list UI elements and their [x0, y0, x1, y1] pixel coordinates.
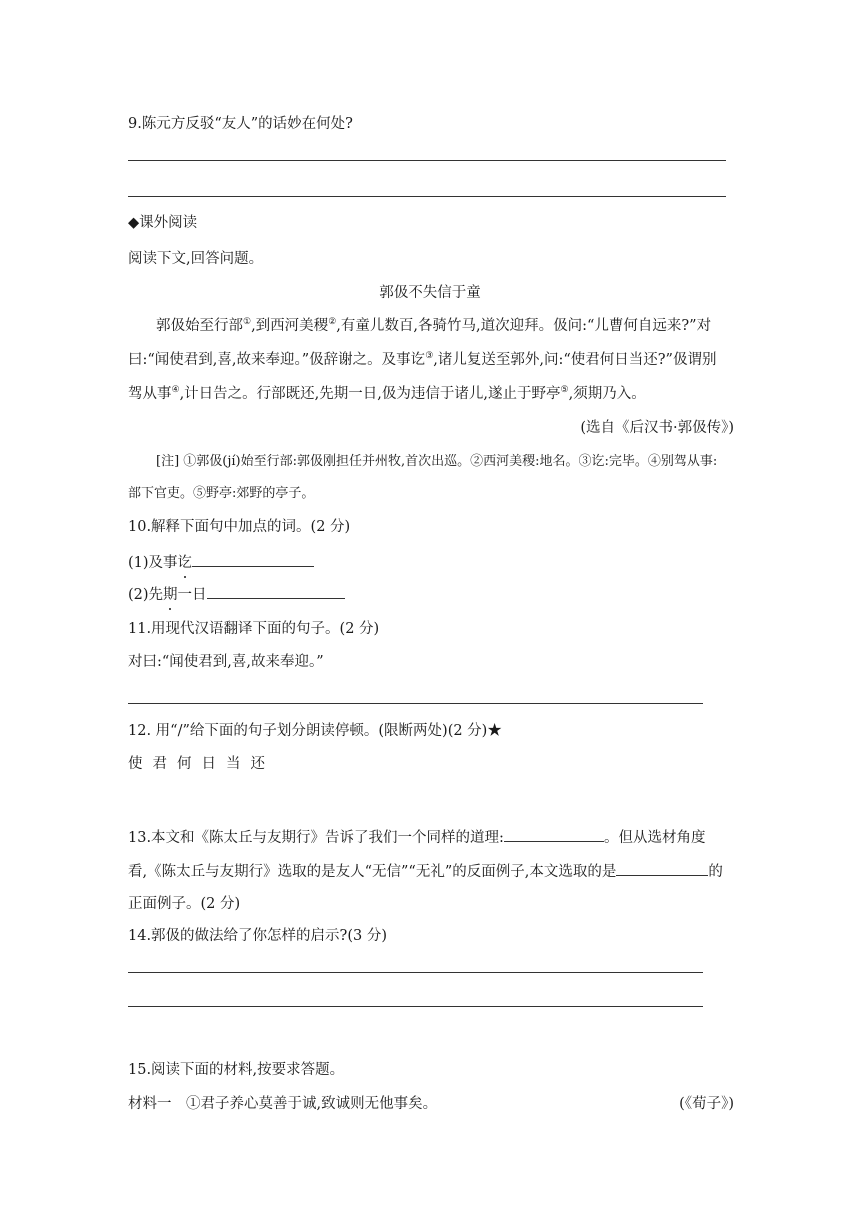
answer-blank-10-1[interactable]	[192, 551, 314, 567]
notes-line-2: 部下官吏。⑤野亭:郊野的亭子。	[128, 486, 315, 501]
reading-intro: 阅读下文,回答问题。	[128, 251, 264, 267]
passage-line-3: 驾从事④,计日告之。行部既还,先期一日,伋为违信于诸儿,遂止于野亭⑤,须期乃入。	[128, 385, 646, 402]
char: 还	[250, 756, 265, 772]
char: 君	[152, 756, 167, 772]
question-13-line-3: 正面例子。(2 分)	[128, 896, 241, 912]
notes-line-1: [注] ①郭伋(jí)始至行部:郭伋刚担任并州牧,首次出巡。②西河美稷:地名。③讫:完毕。④别驾从事:	[156, 454, 718, 469]
answer-line-14a[interactable]	[128, 972, 703, 973]
answer-line-9a[interactable]	[128, 160, 726, 161]
question-11-sentence: 对曰:“闻使君到,喜,故来奉迎。”	[128, 654, 324, 670]
section-title: 课外阅读	[139, 215, 198, 231]
dotted-word: 讫	[177, 555, 193, 571]
answer-line-11[interactable]	[128, 703, 703, 704]
question-15: 15.阅读下面的材料,按要求答题。	[128, 1062, 345, 1078]
answer-blank-13-2[interactable]	[616, 860, 708, 876]
answer-line-14b[interactable]	[128, 1006, 703, 1007]
question-12: 12. 用“/”给下面的句子划分朗读停顿。(限断两处)(2 分)★	[128, 723, 502, 739]
dotted-word: 期	[163, 587, 178, 603]
question-10-item-2: (2)先期一日	[128, 583, 345, 605]
note-marker: ⑤	[560, 385, 569, 396]
passage-source: (选自《后汉书·郭伋传》)	[580, 420, 734, 436]
note-marker: ②	[328, 317, 337, 328]
question-10-item-1: (1)及事讫	[128, 551, 314, 573]
passage-title: 郭伋不失信于童	[379, 285, 481, 301]
answer-blank-10-2[interactable]	[207, 583, 345, 599]
answer-line-9b[interactable]	[128, 196, 726, 197]
note-marker: ④	[171, 385, 180, 396]
question-10: 10.解释下面句中加点的词。(2 分)	[128, 519, 351, 535]
question-14: 14.郭伋的做法给了你怎样的启示?(3 分)	[128, 928, 387, 944]
passage-line-2: 曰:“闻使君到,喜,故来奉迎。”伋辞谢之。及事讫③,诸儿复送至郭外,问:“使君何日当还?”伋谓别	[128, 351, 717, 368]
material-1: 材料一 ①君子养心莫善于诚,致诚则无他事矣。	[128, 1096, 438, 1112]
black-diamond-icon: ◆	[128, 215, 140, 231]
note-marker: ①	[243, 317, 252, 328]
question-9: 9.陈元方反驳“友人”的话妙在何处?	[128, 116, 353, 132]
question-11: 11.用现代汉语翻译下面的句子。(2 分)	[128, 621, 380, 637]
note-marker: ③	[425, 351, 434, 362]
section-header	[128, 213, 197, 233]
answer-blank-13-1[interactable]	[504, 826, 604, 842]
char: 使	[128, 756, 143, 772]
question-12-sentence	[128, 754, 275, 774]
question-13-line-2: 看,《陈太丘与友期行》选取的是友人“无信”“无礼”的反面例子,本文选取的是 的	[128, 860, 723, 882]
passage-line-1: 郭伋始至行部①,到西河美稷②,有童儿数百,各骑竹马,道次迎拜。伋问:“儿曹何自远来?”对	[156, 317, 712, 334]
char: 何	[177, 756, 192, 772]
question-13-line-1: 13.本文和《陈太丘与友期行》告诉了我们一个同样的道理: 。但从选材角度	[128, 826, 705, 848]
char: 日	[201, 756, 216, 772]
material-1-source: (《荀子》)	[679, 1096, 734, 1112]
char: 当	[226, 756, 241, 772]
